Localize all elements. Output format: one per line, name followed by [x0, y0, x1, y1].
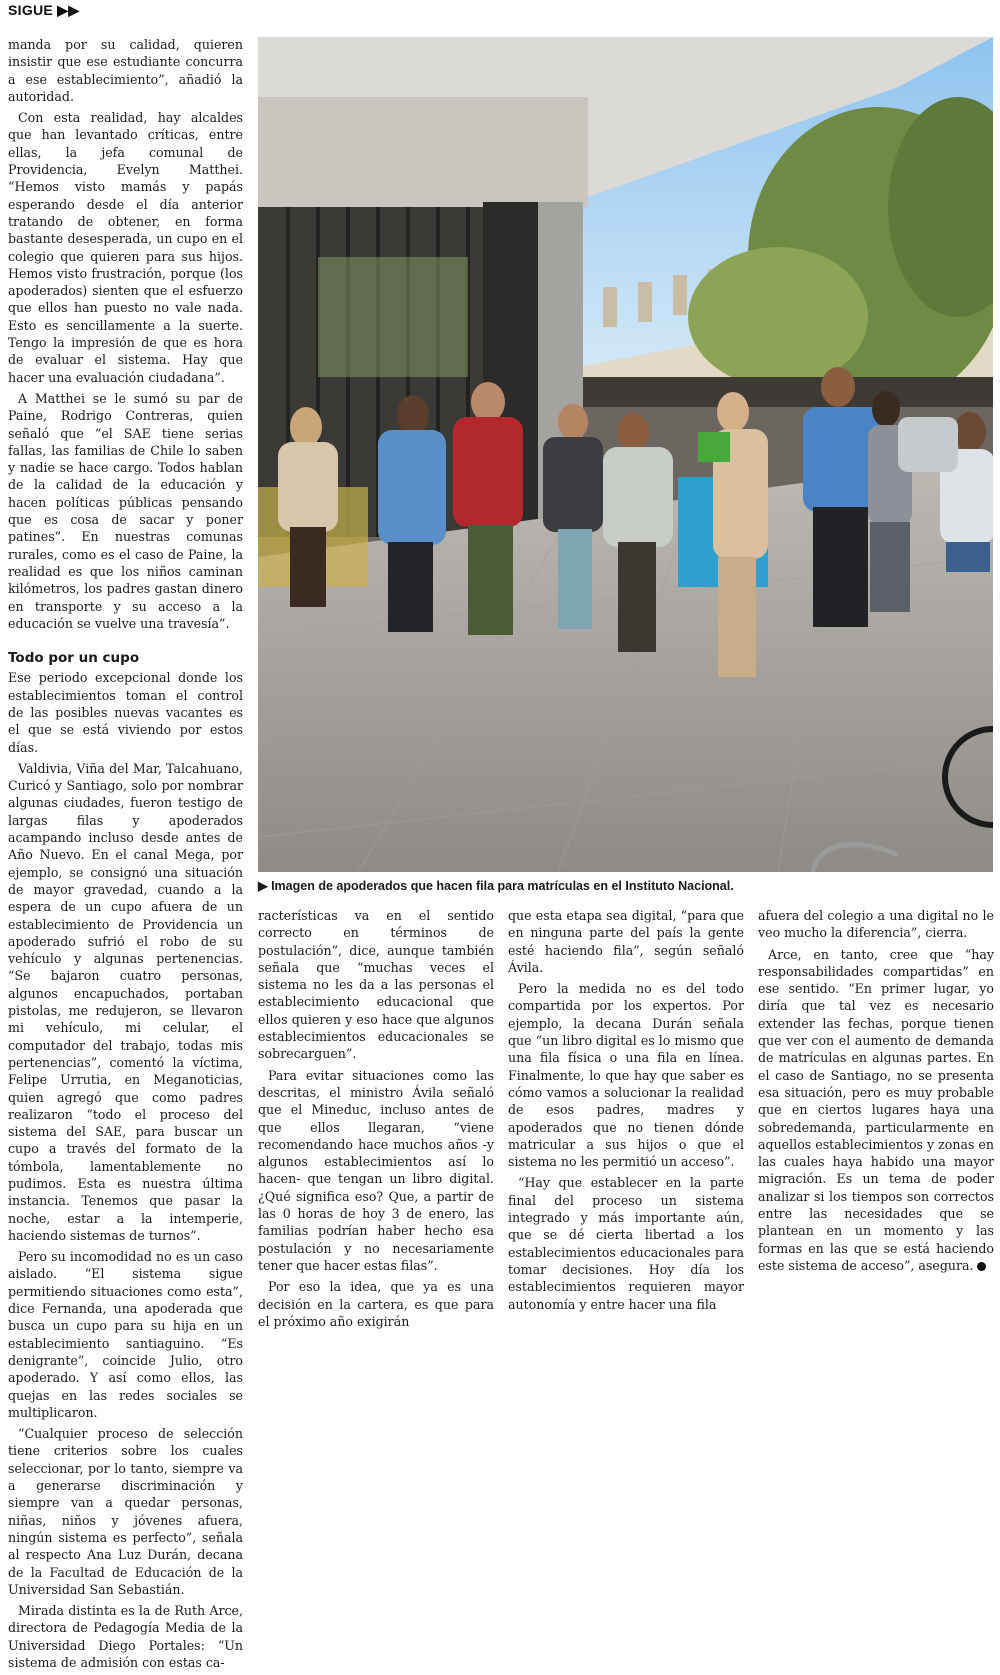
paragraph: Ese periodo excepcional donde los establecimientos toman el control de las posibles nuevas vacantes es el que se está viviendo por estos días.	[8, 670, 243, 755]
paragraph: Mirada distinta es la de Ruth Arce, directora de Pedagogía Media de la Universidad Diego Portales: “Un sistema de admisión con estas ca-	[8, 1603, 243, 1671]
paragraph: Por eso la idea, que ya es una decisión en la cartera, es que para el próximo año exigirán	[258, 1279, 494, 1329]
paragraph: Pero su incomodidad no es un caso aislado. “El sistema sigue permitiendo situaciones como esta”, dice Fernanda, una apoderada que busca un cupo para su hija en un establecimiento santiaguino. “Es denigrante”, coincide Julio, otro apoderado. Y así como ellos, las quejas en las redes sociales se multiplicaron.	[8, 1249, 243, 1420]
paragraph	[758, 946, 994, 1275]
paragraph: manda por su calidad, quieren insistir que ese estudiante concurra a ese establecimiento”, añadió la autoridad.	[8, 37, 243, 104]
article-column-2	[258, 907, 494, 1334]
paragraph: Con esta realidad, hay alcaldes que han levantado críticas, entre ellas, la jefa comunal de Providencia, Evelyn Matthei. “Hemos visto mamás y papás esperando desde el día anterior tratando de obtener, en forma bastante desesperada, un cupo en el colegio que quieren para sus hijos. Hemos visto frustración, porque (los apoderados) sienten que el esfuerzo que ellos han puesto no vale nada. Esto es sencillamente a la suerte. Tengo la impresión de que es hora de evaluar el sistema. Hay que hacer una evaluación ciudadana”.	[8, 110, 243, 385]
paragraph: afuera del colegio a una digital no le veo mucho la diferencia”, cierra.	[758, 908, 994, 941]
paragraph: “Hay que establecer en la parte final del proceso un sistema integrado y más importante aún, que se dé cierta libertad a los establecimientos educacionales para tomar decisiones. Hoy día los establecimientos requieren mayor autonomía y entre hacer una fila	[508, 1175, 744, 1312]
paragraph: A Matthei se le sumó su par de Paine, Rodrigo Contreras, quien señaló que “el SAE tiene serias fallas, las familias de Chile lo saben y nadie se hace cargo. Todos hablan de la calidad de la educación y hacen políticas públicas pensando que es cosa de sacar y poner patines”. En nuestras comunas rurales, como es el caso de Paine, la realidad es que los niños caminan kilómetros, los padres gastan dinero en transporte y su acceso a la educación se vuelve una travesía”.	[8, 390, 243, 631]
end-of-article-mark	[977, 1262, 986, 1271]
paragraph: que esta etapa sea digital, “para que en ninguna parte del país la gente esté haciendo fila”, según señaló Ávila.	[508, 908, 744, 975]
paragraph: racterísticas va en el sentido correcto en términos de postulación”, dice, aunque también señala que “muchas veces el sistema no les da a las personas el establecimiento educacional que ellos quieren y eso hace que algunos establecimientos educacionales se sobrecarguen”.	[258, 908, 494, 1062]
news-photo	[258, 37, 993, 872]
paragraph: Pero la medida no es del todo compartida por los expertos. Por ejemplo, la decana Durán señala que “un libro digital es lo mismo que una fila física o una fila en línea. Finalmente, lo que hay que saber es cómo vamos a solucionar la realidad de esos padres, madres y apoderados que no tienen dónde matricular a sus hijos o que el sistema no les permitió un acceso”.	[508, 981, 744, 1170]
paragraph: Valdivia, Viña del Mar, Talcahuano, Curicó y Santiago, solo por nombrar algunas ciudades, fueron testigo de largas filas y apoderados acampando incluso desde antes de Año Nuevo. En el canal Mega, por ejemplo, se consignó una situación de mayor gravedad, cuando a la espera de un cupo afuera de un establecimiento de Providencia un apoderado sufrió el robo de su vehículo y algunas pertenencias. “Se bajaron cuatro personas, algunos encapuchados, portaban pistolas, me redujeron, se llevaron mi vehículo, mi celular, el computador del trabajo, todas mis pertenencias”, comentó la víctima, Felipe Urrutia, en Meganoticias, quien agregó que como padres realizaron “todo el proceso del sistema del SAE, para buscar un cupo a través del formato de la tómbola, lamentablemente no pudimos. Esta es nuestra última instancia. Tenemos que pasar la noche, estar a la intemperie, haciendo sistemas de turnos”.	[8, 760, 243, 1243]
subheading: Todo por un cupo	[8, 650, 140, 667]
paragraph-text: Arce, en tanto, cree que “hay responsabilidades compartidas” en ese sentido. “En primer lugar, yo diría que tal vez es necesario extender las fechas, porque tienen que ver con el aumento de demanda de matrículas en algunas partes. En el caso de Santiago, no se presenta esa situación, pero es muy probable que en ciertos lugares haya una sobredemanda, particularmente en aquellos establecimientos y zonas en las cuales haya habido una mayor migración. Es un tema de poder analizar si los tiempos son correctos entre las necesidades que se plantean en un momento y las formas en las que se está haciendo este sistema de acceso”, asegura.	[758, 946, 994, 1273]
paragraph: Para evitar situaciones como las descritas, el ministro Ávila señaló que el Mineduc, incluso antes de que ellos llegaran, “viene recomendando hace muchos años -y algunos establecimientos así lo hacen- que tengan un libro digital. ¿Qué significa eso? Que, a partir de las 0 horas de hoy 3 de enero, las familias podrían haber hecho esa postulación y no necesariamente tener que hacer estas filas”.	[258, 1067, 494, 1273]
paragraph: “Cualquier proceso de selección tiene criterios sobre los cuales seleccionar, por lo tanto, siempre va a generarse discriminación y siempre van a quedar personas, niñas, niños y jóvenes afuera, ningún sistema es perfecto”, señala al respecto Ana Luz Durán, decana de la Facultad de Educación de la Universidad San Sebastián.	[8, 1426, 243, 1597]
section-header: SIGUE ▶▶	[8, 2, 80, 18]
article-column-1	[8, 36, 243, 1675]
photo-caption: ▶ Imagen de apoderados que hacen fila para matrículas en el Instituto Nacional.	[258, 879, 734, 893]
article-column-4	[758, 907, 994, 1278]
article-column-3	[508, 907, 744, 1317]
